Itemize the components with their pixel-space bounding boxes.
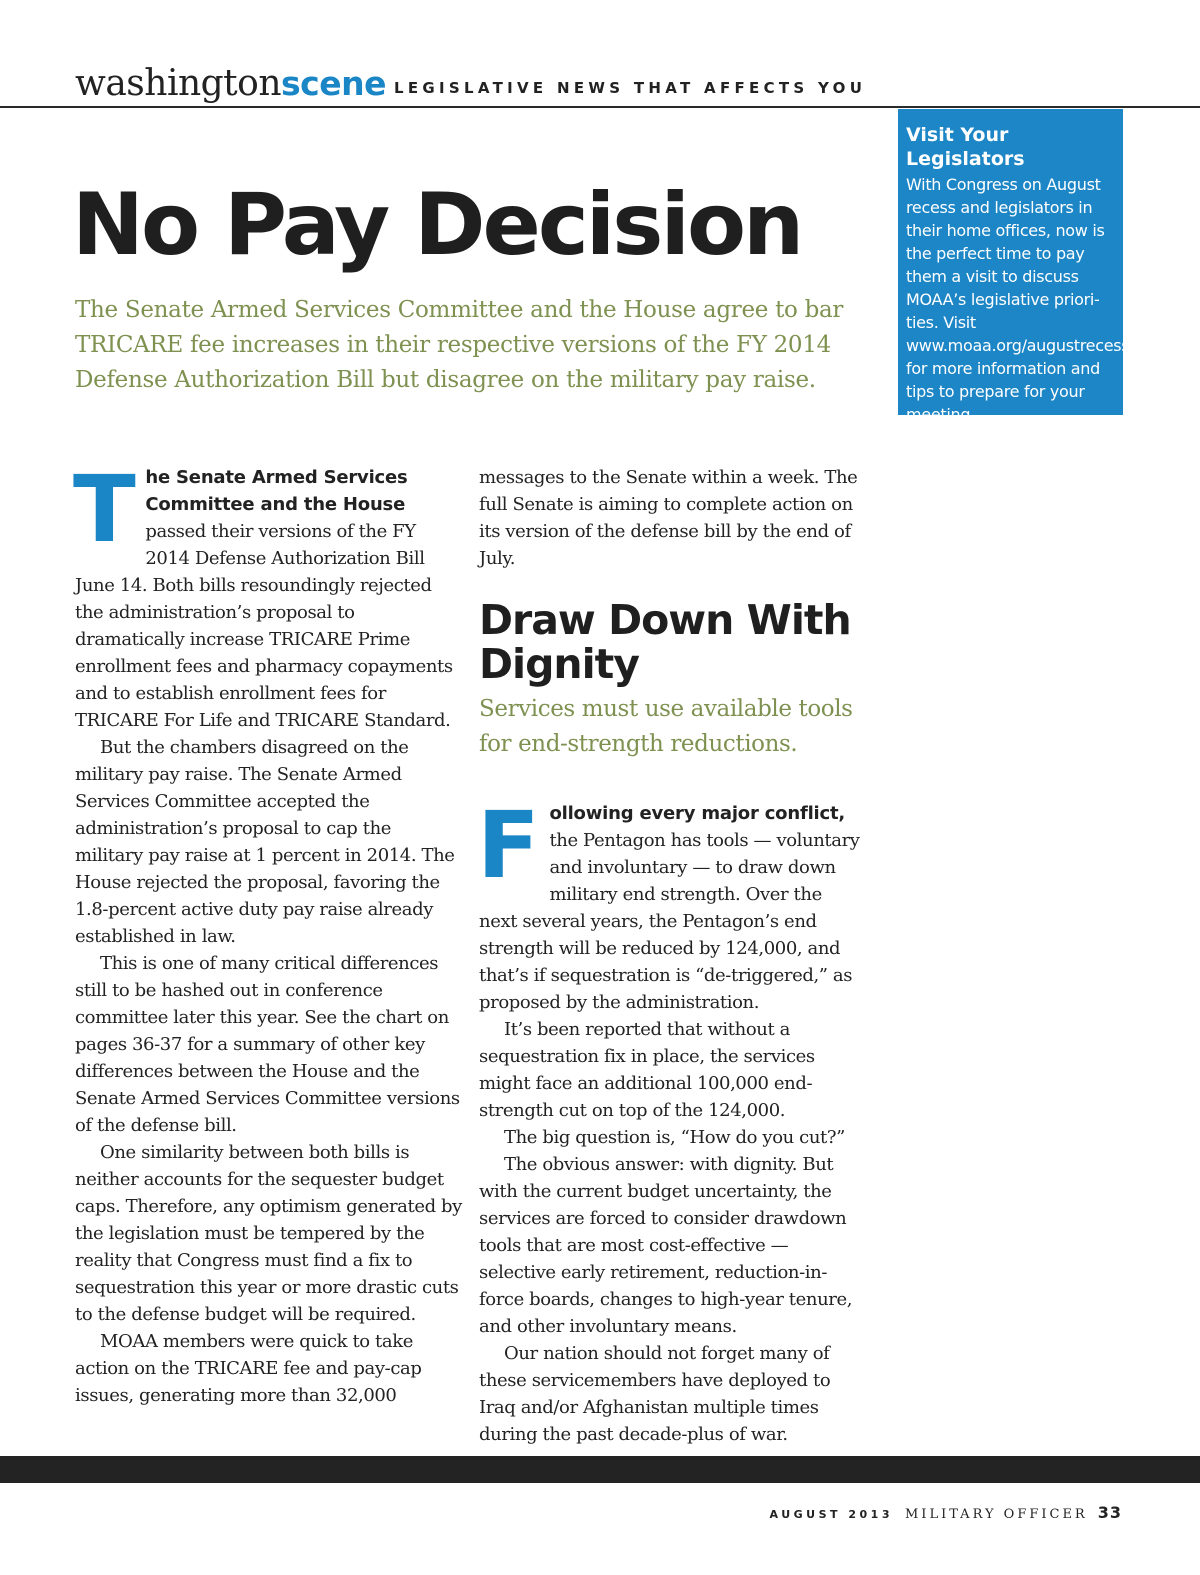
drop-cap: T	[73, 456, 136, 563]
paragraph: One similarity between both bills is neither accounts for the sequester budget caps. Therefore, any optimism generated by the legislation must be tempered by the reality that Congress must find a fix to sequestration this year or more drastic cuts to the defense budget will be required.	[75, 1142, 462, 1325]
paragraph	[477, 792, 864, 1016]
article2-deck: Services must use available tools for end-strength reductions.	[479, 696, 853, 757]
paragraph-text: the Pentagon has tools — voluntary and involuntary — to draw down military end strength. Over the next several years, the Pentagon’s end strength will be reduced by 124,000, and that’s if sequestration is “de-triggered,” as proposed by the administration.	[479, 830, 860, 1013]
lead-in: he Senate Armed Services Committee and the House	[145, 467, 408, 515]
section-header	[75, 63, 867, 104]
header-rule	[0, 106, 1200, 108]
paragraph: Our nation should not forget many of these servicemembers have deployed to Iraq and/or Afghanistan multiple times during the past decade-plus of war.	[479, 1343, 831, 1445]
paragraph: The big question is, “How do you cut?”	[504, 1127, 845, 1148]
article-column-2	[479, 464, 864, 1448]
article-headline: No Pay Decision	[72, 175, 802, 275]
paragraph-text: passed their versions of the FY 2014 Defense Authorization Bill June 14. Both bills resoundingly rejected the administration’s proposal to dramatically increase TRICARE Prime enrollment fees and pharmacy copayments and to establish enrollment fees for TRICARE For Life and TRICARE Standard.	[75, 521, 453, 731]
sidebar-body: With Congress on August recess and legislators in their home offices, now is the perfect time to pay them a visit to discuss MOAA’s legislative priori-ties. Visit www.moaa.org/augustrecess for more information and tips to prepare for your meeting.	[906, 175, 1130, 424]
paragraph	[73, 456, 463, 734]
article2-headline: Draw Down With Dignity	[479, 596, 851, 688]
folio	[770, 1503, 1122, 1522]
section-name-washington: washington	[75, 63, 282, 104]
sidebar-title: Visit Your Legislators	[906, 124, 1025, 170]
paragraph: MOAA members were quick to take action on the TRICARE fee and pay-cap issues, generating more than 32,000	[75, 1331, 422, 1406]
paragraph: The obvious answer: with dignity. But with the current budget uncertainty, the services are forced to consider drawdown tools that are most cost-effective — selective early retirement, reduction-in-force boards, changes to high-year tenure, and other involuntary means.	[479, 1154, 853, 1337]
page-number: 33	[1097, 1503, 1122, 1522]
magazine-name: MILITARY OFFICER	[905, 1507, 1088, 1522]
footer-bar	[0, 1456, 1200, 1483]
paragraph: This is one of many critical differences still to be hashed out in conference committee later this year. See the chart on pages 36-37 for a summary of other key differences between the House and the Senate Armed Services Committee versions of the defense bill.	[75, 953, 460, 1136]
paragraph: But the chambers disagreed on the military pay raise. The Senate Armed Services Committee accepted the administration’s proposal to cap the military pay raise at 1 percent in 2014. The House rejected the proposal, favoring the 1.8-percent active duty pay raise already established in law.	[75, 737, 455, 947]
sidebar-box	[898, 109, 1130, 424]
drop-cap: F	[477, 792, 540, 899]
issue-date: AUGUST 2013	[769, 1508, 893, 1521]
section-tagline: LEGISLATIVE NEWS THAT AFFECTS YOU	[393, 79, 867, 97]
section-name-scene: scene	[281, 64, 386, 103]
article-column-1	[73, 456, 463, 1409]
continued-text	[479, 464, 864, 572]
paragraph: It’s been reported that without a sequestration fix in place, the services might face an additional 100,000 end-strength cut on top of the 124,000.	[479, 1019, 815, 1121]
article-deck: The Senate Armed Services Committee and the House agree to bar TRICARE fee increases in their respective versions of the FY 2014 Defense Authorization Bill but disagree on the military pay raise.	[75, 297, 844, 393]
paragraph-continued: messages to the Senate within a week. The full Senate is aiming to complete action on its version of the defense bill by the end of July.	[479, 467, 858, 569]
lead-in: ollowing every major conflict,	[549, 803, 846, 824]
